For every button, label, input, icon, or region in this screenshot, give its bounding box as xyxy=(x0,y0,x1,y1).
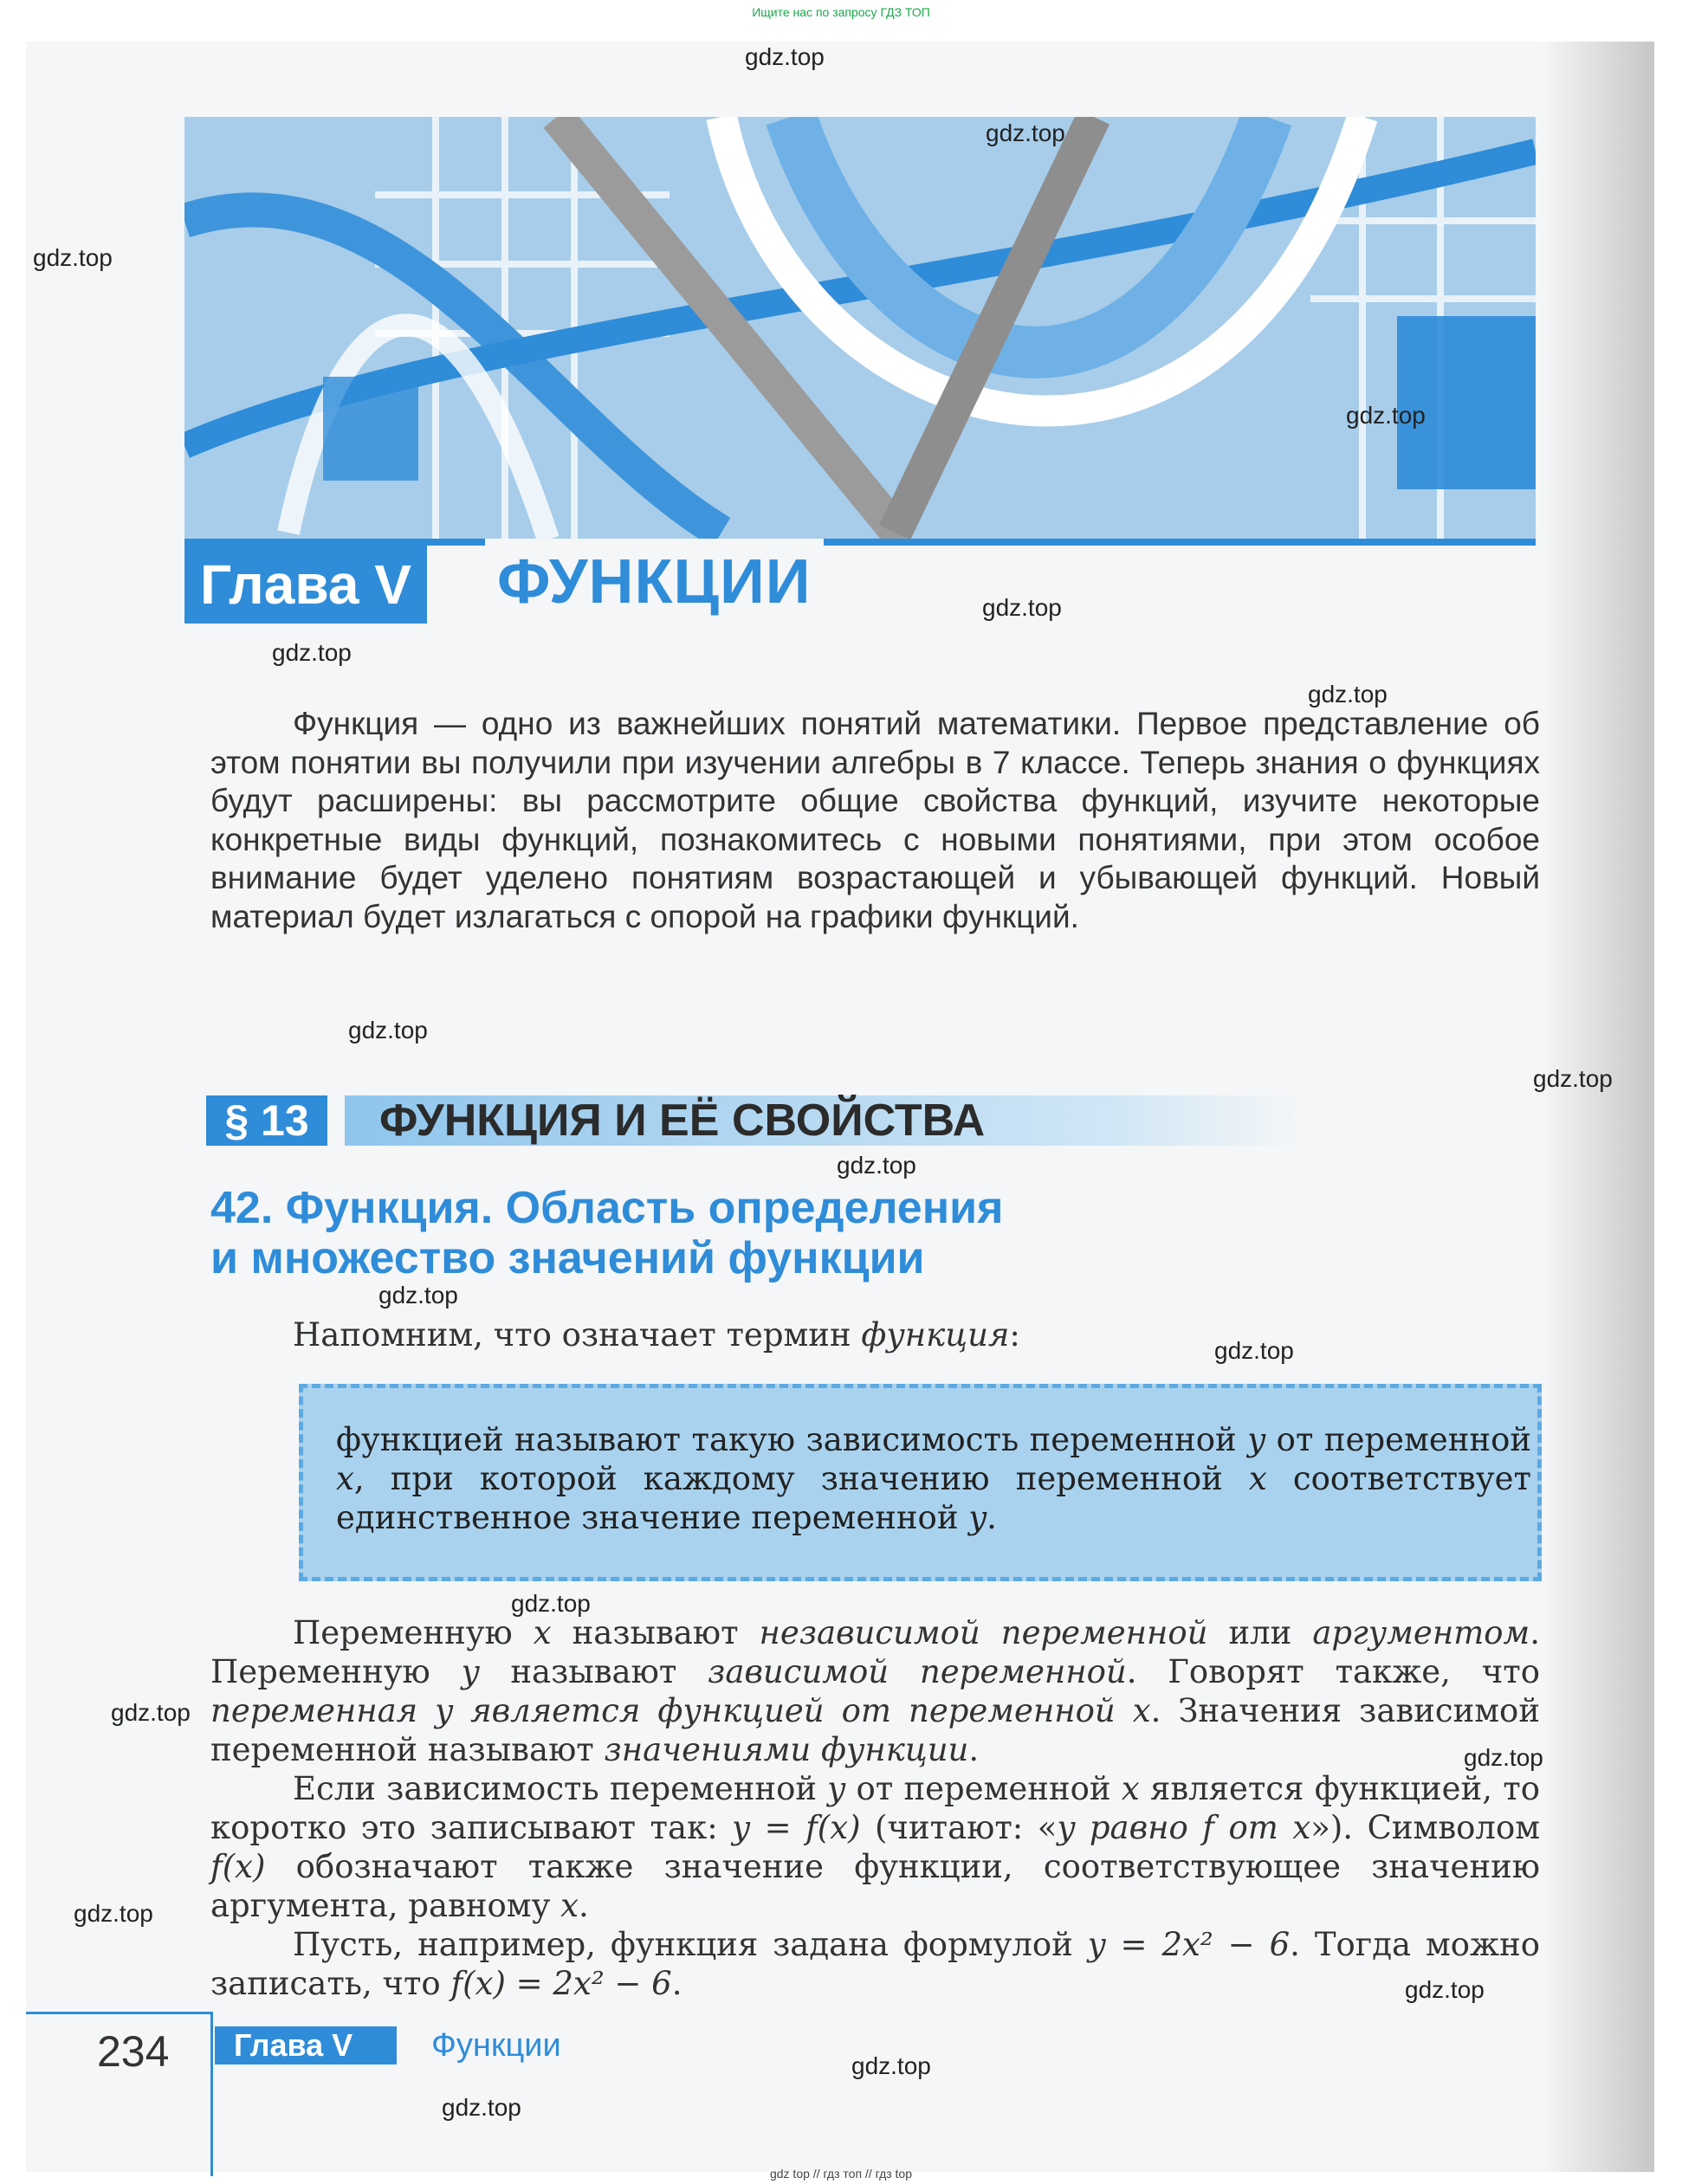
watermark: gdz.top xyxy=(348,1017,428,1044)
recall-text: Напомним, что означает термин xyxy=(293,1316,862,1354)
var: y xyxy=(461,1653,480,1690)
watermark: gdz.top xyxy=(111,1699,191,1726)
def-var: y xyxy=(968,1499,987,1536)
text: Пусть, например, функция задана формулой xyxy=(293,1926,1088,1963)
text: . Говорят также, что xyxy=(1126,1653,1540,1690)
watermark: gdz.top xyxy=(851,2052,931,2079)
text: . Значения зависимой переменной называют xyxy=(210,1692,1540,1768)
paragraph-argument xyxy=(210,1613,1540,1769)
term: аргументом xyxy=(1312,1614,1530,1651)
footer-divider xyxy=(26,2012,212,2014)
text: . Тогда можно записать, что xyxy=(210,1926,1541,2002)
subsection-line-2: и множество значений функции xyxy=(210,1233,925,1283)
def-part: соответствует единственное значение переменной xyxy=(336,1460,1532,1536)
watermark: gdz.top xyxy=(1214,1337,1294,1364)
def-part: от переменной xyxy=(1265,1421,1532,1458)
bottom-note: gdz top // гдз топ // гдз top xyxy=(769,2167,913,2181)
formula: y = 2x² − 6 xyxy=(1087,1926,1291,1963)
section-title: ФУНКЦИЯ И ЕЁ СВОЙСТВА xyxy=(345,1095,1297,1146)
var: x xyxy=(560,1887,579,1924)
formula: f(x) = 2x² − 6 xyxy=(450,1965,672,2002)
def-var: x xyxy=(1248,1460,1267,1497)
definition-text xyxy=(336,1420,1531,1537)
text: . Переменную xyxy=(210,1614,1540,1690)
chapter-title: ФУНКЦИИ xyxy=(485,539,824,624)
term: значениями функции xyxy=(604,1731,969,1768)
def-part: . xyxy=(987,1499,997,1536)
watermark: gdz.top xyxy=(1346,402,1426,429)
paragraph-notation xyxy=(210,1769,1540,1925)
text: или xyxy=(1207,1614,1313,1651)
watermark: gdz.top xyxy=(74,1900,153,1927)
watermark: gdz.top xyxy=(378,1282,458,1308)
text: называют xyxy=(479,1653,708,1690)
section-number: § 13 xyxy=(206,1095,327,1146)
subsection-line-1: 42. Функция. Область определения xyxy=(210,1183,1004,1233)
watermark: gdz.top xyxy=(1308,681,1388,708)
watermark: gdz.top xyxy=(272,639,352,666)
def-var: y xyxy=(1247,1421,1266,1458)
def-part: , при которой каждому значению переменной xyxy=(353,1460,1249,1497)
watermark: gdz.top xyxy=(986,120,1065,146)
term: зависимой переменной xyxy=(708,1653,1127,1690)
term: переменная y является функцией от переменной x xyxy=(210,1692,1151,1729)
text: от переменной xyxy=(845,1770,1122,1807)
formula: f(x) xyxy=(210,1848,266,1885)
body-text xyxy=(210,1613,1540,2003)
chapter-bar xyxy=(184,539,1536,546)
page-number: 234 xyxy=(97,2027,170,2076)
watermark: gdz.top xyxy=(1464,1744,1543,1771)
subsection-heading xyxy=(210,1183,1336,1283)
footer-chapter-label: Глава V xyxy=(215,2026,397,2064)
top-note: Ищите нас по запросу ГДЗ ТОП xyxy=(752,5,930,19)
text: Переменную xyxy=(293,1614,534,1651)
def-part: функцией называют такую зависимость переменной xyxy=(336,1421,1248,1458)
term: независимой переменной xyxy=(759,1614,1208,1651)
watermark: gdz.top xyxy=(745,43,825,70)
text: Если зависимость переменной xyxy=(293,1770,828,1807)
watermark: gdz.top xyxy=(1405,1976,1485,2003)
text: называют xyxy=(551,1614,760,1651)
text: . xyxy=(578,1887,589,1924)
text: обозначают также значение функции, соответствующее значению аргумента, равному xyxy=(210,1848,1540,1924)
formula: y = f(x) xyxy=(732,1809,861,1846)
watermark: gdz.top xyxy=(511,1590,591,1617)
recall-colon: : xyxy=(1009,1316,1020,1354)
paragraph-example xyxy=(210,1925,1540,2003)
watermark: gdz.top xyxy=(1533,1065,1613,1092)
text: (читают: « xyxy=(860,1809,1058,1846)
recall-term: функция xyxy=(861,1316,1010,1354)
text: является функцией, то коротко это записывают так: xyxy=(210,1770,1541,1846)
var: x xyxy=(533,1614,552,1651)
text: . xyxy=(968,1731,980,1768)
def-var: x xyxy=(336,1460,354,1497)
text: »). Символом xyxy=(1310,1809,1540,1846)
abstract-graph-illustration xyxy=(184,117,1536,540)
watermark: gdz.top xyxy=(982,594,1062,621)
page-spine-shadow xyxy=(1542,42,1654,2172)
chapter-banner-image xyxy=(184,117,1536,540)
footer-chapter-title: Функции xyxy=(431,2027,561,2064)
watermark: gdz.top xyxy=(442,2094,521,2121)
chapter-label: Глава V xyxy=(184,546,427,624)
var: y xyxy=(827,1770,846,1807)
recall-sentence xyxy=(293,1316,1020,1354)
var: x xyxy=(1121,1770,1140,1807)
reading: y равно f от x xyxy=(1057,1809,1311,1846)
intro-paragraph: Функция — одно из важнейших понятий математики. Первое представление об этом понятии вы получили при изучении алгебры в 7 классе. Теперь знания о функциях будут расширены: вы рассмотрите общие свойства функций, изучите некоторые конкретные виды функций, познакомитесь с новыми понятиями, при этом особое внимание будет уделено понятиям возрастающей и убывающей функций. Новый материал будет излагаться с опорой на графики функций. xyxy=(210,706,1540,934)
watermark: gdz.top xyxy=(837,1152,916,1179)
text: . xyxy=(671,1965,683,2002)
watermark: gdz.top xyxy=(33,244,113,271)
footer-vertical-rule xyxy=(210,2012,213,2176)
